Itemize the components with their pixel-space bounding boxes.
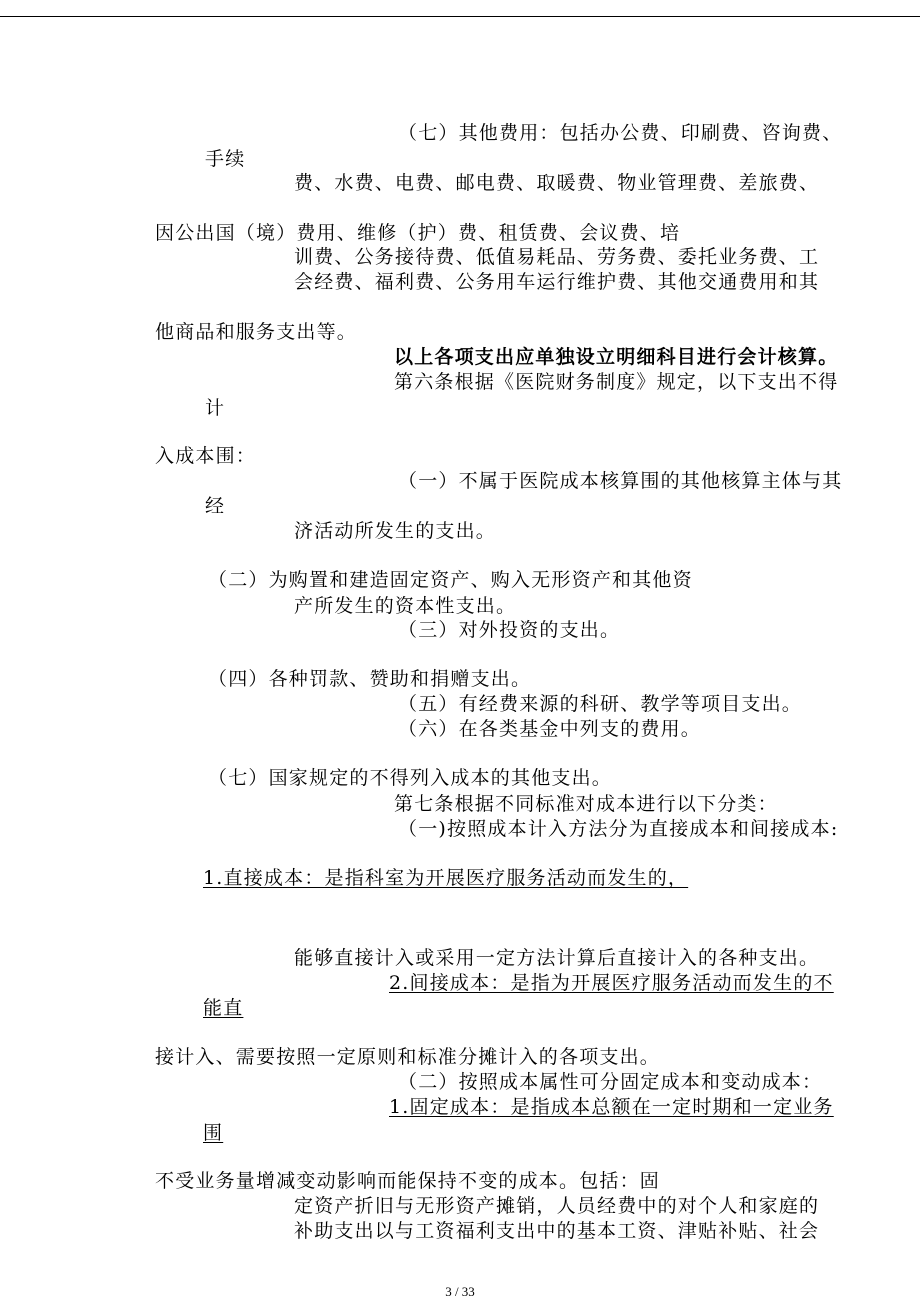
text-line: 会经费、福利费、公务用车运行维护费、其他交通费用和其 bbox=[294, 271, 820, 293]
text-line: 因公出国（境）费用、维修（护）费、租赁费、会议费、培 bbox=[155, 222, 681, 244]
page-number: 3 / 33 bbox=[445, 1284, 475, 1299]
text-line: 第六条根据《医院财务制度》规定，以下支出不得 bbox=[394, 371, 839, 393]
underlined-text-line: 1.直接成本：是指科室为开展医疗服务活动而发生的， bbox=[203, 867, 689, 889]
text-line: （二）为购置和建造固定资产、购入无形资产和其他资 bbox=[208, 569, 693, 591]
text-line: 入成本围： bbox=[155, 445, 257, 467]
text-line: 接计入、需要按照一定原则和标准分摊计入的各项支出。 bbox=[155, 1046, 661, 1068]
text-line: 定资产折旧与无形资产摊销，人员经费中的对个人和家庭的 bbox=[294, 1195, 820, 1217]
underlined-text-line: 围 bbox=[203, 1122, 224, 1144]
text-line: （一)按照成本计入方法分为直接成本和间接成本: bbox=[398, 818, 839, 840]
text-line: 补助支出以与工资福利支出中的基本工资、津贴补贴、社会 bbox=[294, 1220, 820, 1242]
text-line: 他商品和服务支出等。 bbox=[155, 321, 358, 343]
underlined-text-line: 1.固定成本：是指成本总额在一定时期和一定业务 bbox=[389, 1096, 834, 1118]
text-line: 手续 bbox=[205, 148, 246, 170]
text-line: （七）国家规定的不得列入成本的其他支出。 bbox=[208, 767, 613, 789]
text-line: （五）有经费来源的科研、教学等项目支出。 bbox=[398, 693, 803, 715]
text-line: 经 bbox=[205, 495, 226, 517]
underlined-text-line: 能直 bbox=[203, 997, 244, 1019]
text-line: （七）其他费用：包括办公费、印刷费、咨询费、 bbox=[398, 122, 843, 144]
text-line: 第七条根据不同标准对成本进行以下分类： bbox=[394, 793, 778, 815]
text-line: 计 bbox=[205, 397, 226, 419]
text-line: 能够直接计入或采用一定方法计算后直接计入的各种支出。 bbox=[294, 947, 820, 969]
text-line: （六）在各类基金中列支的费用。 bbox=[398, 718, 702, 740]
text-line: 产所发生的资本性支出。 bbox=[294, 595, 517, 617]
text-line: （四）各种罚款、赞助和捐赠支出。 bbox=[208, 668, 532, 690]
text-line: （一）不属于医院成本核算围的其他核算主体与其 bbox=[398, 470, 843, 492]
text-line: （二）按照成本属性可分固定成本和变动成本： bbox=[398, 1071, 823, 1093]
header-rule bbox=[0, 16, 920, 17]
text-line: 不受业务量增减变动影响而能保持不变的成本。包括：固 bbox=[155, 1170, 661, 1192]
underlined-text-line: 2.间接成本：是指为开展医疗服务活动而发生的不 bbox=[389, 972, 834, 994]
text-line: 费、水费、电费、邮电费、取暖费、物业管理费、差旅费、 bbox=[294, 172, 820, 194]
bold-text-line: 以上各项支出应单独设立明细科目进行会计核算。 bbox=[394, 346, 839, 368]
text-line: 济活动所发生的支出。 bbox=[294, 520, 497, 542]
text-line: （三）对外投资的支出。 bbox=[398, 619, 621, 641]
text-line: 训费、公务接待费、低值易耗品、劳务费、委托业务费、工 bbox=[294, 246, 820, 268]
